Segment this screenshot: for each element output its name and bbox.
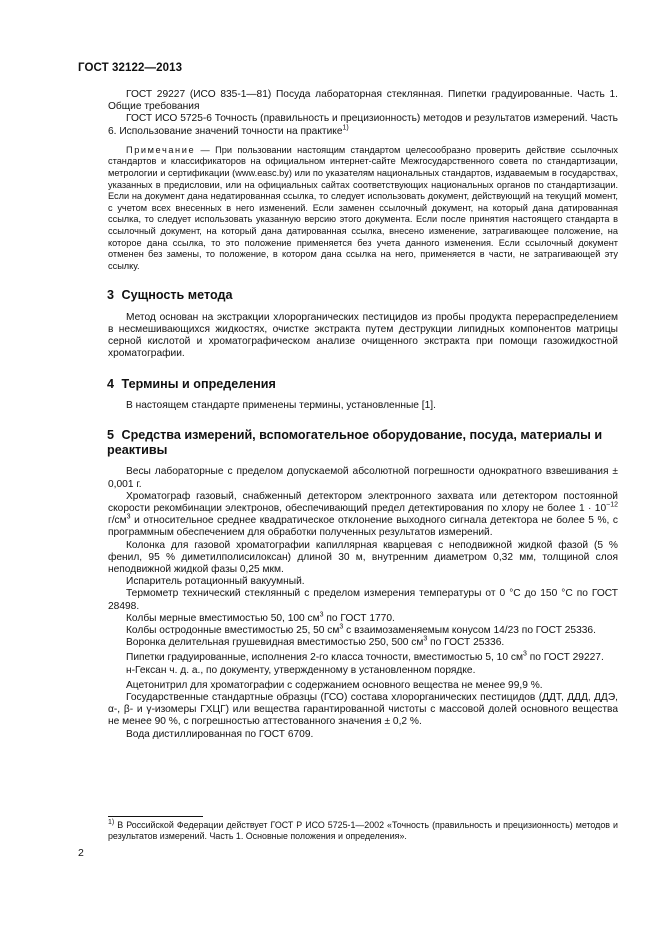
item-pipettes xyxy=(108,652,618,664)
footnote xyxy=(108,820,618,842)
item-scales: Весы лабораторные с пределом допускаемой абсолютной погрешности однократного взвешивания ± 0,001 г. xyxy=(108,466,618,490)
section-number: 3 xyxy=(107,288,115,303)
section-4-text: В настоящем стандарте применены термины, установленные [1]. xyxy=(126,400,436,412)
exponent: 3 xyxy=(126,513,131,521)
section-number: 5 xyxy=(107,428,115,443)
exponent: 3 xyxy=(339,623,344,631)
section-number: 4 xyxy=(107,376,115,391)
footnote-mark: 1) xyxy=(108,819,115,827)
exponent: 3 xyxy=(522,651,527,659)
item-text: по ГОСТ 1770. xyxy=(323,612,395,624)
section-5-heading xyxy=(107,428,618,457)
section-title: Средства измерений, вспомогательное оборудование, посуда, материалы и реактивы xyxy=(107,428,603,457)
footnote-separator xyxy=(108,816,203,817)
item-column: Колонка для газовой хроматографии капиллярная кварцевая с неподвижной жидкой фазой (5 % фенил, 95 % диметилполисилоксан) длиной 30 м, внутренним диаметром 0,32 мм, толщиной слоя неподвижной жидкой фазы 0,25 мкм. xyxy=(108,539,618,575)
item-text: с взаимозаменяемым конусом 14/23 по ГОСТ 25336. xyxy=(343,625,596,636)
item-text: Воронка делительная грушевидная вместимостью 250, 500 см xyxy=(126,637,424,649)
item-thermometer: Термометр технический стеклянный с пределом измерения температуры от 0 °С до 150 °С по ГОСТ 28498. xyxy=(108,588,618,612)
item-reference-samples: Государственные стандартные образцы (ГСО) состава хлорорганических пестицидов (ДДТ, ДДД, ДДЭ, α-, β- и γ-изомеры ГХЦГ) или вещества гарантированной чистоты с массовой долей основного вещества не менее 90 %, с погрешностью аттестованного значения ± 0,2 %. xyxy=(108,692,618,728)
item-text: Колбы остродонные вместимостью 25, 50 см xyxy=(126,625,340,636)
item-text: по ГОСТ 29227. xyxy=(526,652,604,664)
item-volumetric-flasks xyxy=(108,613,618,625)
note-label: Примечание xyxy=(126,144,196,155)
item-text: Колбы мерные вместимостью 50, 100 см xyxy=(126,612,320,624)
unit: г/см xyxy=(108,515,127,527)
item-text: Хроматограф газовый, снабженный детектором электронного захвата или детектором постоянной скорости рекомбинации электронов, обеспечивающий предел детектирования по хлору не более 1 · 10 xyxy=(108,490,618,514)
item-water: Вода дистиллированная по ГОСТ 6709. xyxy=(126,728,314,740)
reference-gost-iso-5725-6 xyxy=(108,113,618,137)
exponent: 3 xyxy=(319,611,324,619)
reference-gost-29227: ГОСТ 29227 (ИСО 835-1—81) Посуда лабораторная стеклянная. Пипетки градуированные. Часть 1. Общие требования xyxy=(108,89,618,113)
footnote-mark: 1) xyxy=(342,124,349,132)
item-text: Пипетки градуированные, исполнения 2-го класса точности, вместимостью 5, 10 см xyxy=(126,652,523,664)
section-3-text: Метод основан на экстракции хлорорганических пестицидов из пробы продукта перераспределением в несмешивающихся жидкостях, очистке экстракта путем деструкции липидных компонентов матрицы серной кислотой и хроматографическом анализе очищенного экстракта при помощи газожидкостной хроматографии. xyxy=(108,311,618,360)
footnote-text: В Российской Федерации действует ГОСТ Р ИСО 5725-1—2002 «Точность (правильность и прецизионность) методов и результатов измерений. Часть 1. Основные положения и определения». xyxy=(108,820,618,841)
section-title: Термины и определения xyxy=(121,376,276,391)
item-acetonitrile: Ацетонитрил для хроматографии с содержанием основного вещества не менее 99,9 %. xyxy=(126,679,543,691)
section-4-heading xyxy=(107,377,618,392)
item-separatory-funnel xyxy=(108,637,618,649)
page-content xyxy=(108,89,618,741)
item-chromatograph xyxy=(108,491,618,540)
page-number: 2 xyxy=(78,847,84,859)
section-3-heading xyxy=(107,288,618,303)
note-text: — При пользовании настоящим стандартом целесообразно проверить действие ссылочных стандартов и классификаторов на официальном интернет-сайте Межгосударственного совета по стандартизации, метрологии и сертификации (www.easc.by) или по указателям национальных стандартов, издаваемым в государствах, указанных в предисловии, или на официальных сайтах соответствующих национальных органов по стандартизации. Если на документ дана недатированная ссылка, то следует использовать документ, действующий на текущий момент, с учетом всех внесенных в него изменений. Если заменен ссылочный документ, на который дана датированная ссылка, то следует использовать указанную версию этого документа. Если после принятия настоящего стандарта в ссылочный документ, на который дана датированная ссылка, внесено изменение, затрагивающее положение, на которое дана ссылка, то это положение применяется без учета данного изменения. Если ссылочный документ отменен без замены, то положение, в котором дана ссылка на него, применяется в части, не затрагивающей эту ссылку. xyxy=(108,144,618,271)
exponent: 3 xyxy=(423,635,428,643)
item-text: и относительное среднее квадратическое отклонение выходного сигнала детектора не более 5 %, с программным обеспечением для обработки полученных результатов измерений. xyxy=(108,515,618,539)
note-paragraph xyxy=(108,145,618,273)
item-conical-flasks xyxy=(108,625,618,637)
item-text: по ГОСТ 25336. xyxy=(427,637,505,649)
document-code-header: ГОСТ 32122—2013 xyxy=(78,62,183,74)
item-hexane: н-Гексан ч. д. а., по документу, утвержденному в установленном порядке. xyxy=(126,664,476,676)
section-title: Сущность метода xyxy=(121,288,233,303)
reference-text: ГОСТ ИСО 5725-6 Точность (правильность и прецизионность) методов и результатов измерений. Часть 6. Использование значений точности на практике xyxy=(108,113,618,137)
exponent: −12 xyxy=(606,501,618,509)
item-evaporator: Испаритель ротационный вакуумный. xyxy=(126,576,305,588)
